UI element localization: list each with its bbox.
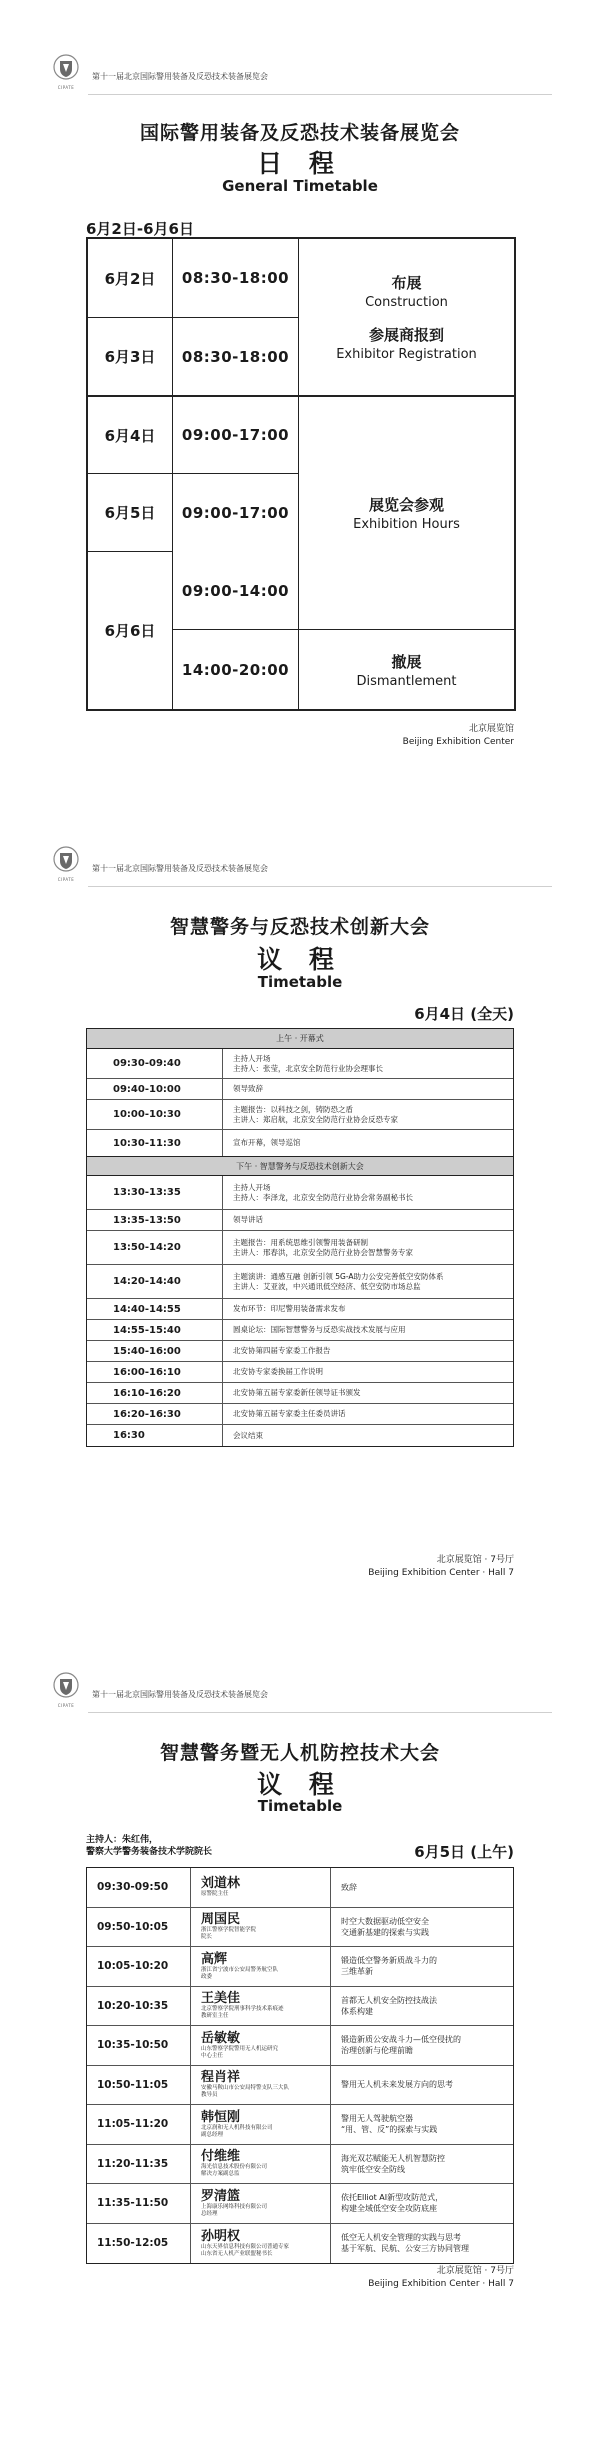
table-row <box>87 2184 513 2224</box>
speaker-cell <box>191 1947 331 1986</box>
activity-cn: 撤展 <box>391 652 422 671</box>
time-cell <box>173 318 298 395</box>
topic-line: 构建全域低空安全攻防底座 <box>341 2204 437 2214</box>
header-divider <box>88 94 552 95</box>
section3-title-cn: 智慧警务暨无人机防控技术大会 <box>159 1742 440 1764</box>
time-label: 08:30-18:00 <box>181 269 290 287</box>
section2-title-big: 议 程 <box>257 945 343 974</box>
section1-title-cn: 国际警用装备及反恐技术装备展览会 <box>139 122 460 144</box>
section3-title-en: Timetable <box>257 1797 343 1815</box>
time-label: 08:30-18:00 <box>181 347 290 366</box>
speaker-affiliation: 浙江省宁波市公安局警务航空队 <box>201 1966 279 1973</box>
cipate-logo <box>48 1672 84 1712</box>
session-time: 11:05-11:20 <box>87 2105 191 2144</box>
description-line: 主讲人：艾亚波，中兴通讯低空经济、低空安防市场总监 <box>233 1281 421 1291</box>
speaker-name: 孙明权 <box>201 2228 241 2244</box>
speaker-affiliation: 安徽马鞍山市公安局特警支队三大队 <box>201 2085 290 2092</box>
topic-line: 锻造低空警务新质战斗力的 <box>341 1956 437 1966</box>
activity-en: Dismantlement <box>356 673 457 689</box>
table-row <box>87 1425 513 1446</box>
morning-rows <box>87 1049 513 1156</box>
description-line: 北安协第五届专家委主任委员讲话 <box>233 1409 346 1418</box>
section1-title-big: 日 程 <box>257 149 343 178</box>
date-label: 6月4日 <box>104 426 156 445</box>
talk-topic <box>331 1947 513 1986</box>
table-row <box>87 1320 513 1341</box>
activity-en: Exhibitor Registration <box>336 347 477 362</box>
session-time: 10:20-10:35 <box>87 1987 191 2026</box>
session-time: 13:50-14:20 <box>87 1231 223 1264</box>
section3-day: 6月5日 (上午) <box>414 1843 514 1861</box>
morning-band: 上午 · 开幕式 <box>87 1029 513 1049</box>
activity-en: Exhibition Hours <box>353 517 460 532</box>
activity-cn: 布展 <box>391 274 422 292</box>
topic-line: 锻造新质公安战斗力—低空侵扰的 <box>341 2035 461 2045</box>
session-description <box>223 1231 513 1264</box>
time-cell <box>173 630 298 709</box>
table-row <box>87 2066 513 2106</box>
table-row <box>87 1947 513 1987</box>
speaker-affiliation: 院长 <box>201 1934 213 1941</box>
talk-topic <box>331 2066 513 2105</box>
table-row <box>87 2145 513 2185</box>
logo-text: CIPATE <box>57 877 75 882</box>
speaker-affiliation: 中心主任 <box>201 2052 224 2059</box>
cipate-logo <box>48 846 84 886</box>
general-timetable-grid <box>86 237 516 711</box>
table-row <box>87 1908 513 1948</box>
date-cell <box>88 552 172 709</box>
section1-title-en: General Timetable <box>222 177 378 195</box>
topic-line: “用、管、反”的探索与实践 <box>341 2125 438 2135</box>
session-time: 16:20-16:30 <box>87 1404 223 1424</box>
header-bar-1 <box>48 54 268 94</box>
activity-en: Construction <box>365 295 448 310</box>
description-line: 会议结束 <box>233 1430 263 1440</box>
speaker-name: 罗清篮 <box>201 2188 241 2204</box>
description-line: 北安协第五届专家委新任领导证书颁发 <box>233 1388 361 1397</box>
speaker-cell <box>191 2145 331 2184</box>
header-divider <box>88 886 552 887</box>
session-time: 09:50-10:05 <box>87 1908 191 1947</box>
session-time: 10:00-10:30 <box>87 1100 223 1129</box>
time-label: 09:00-17:00 <box>181 503 290 522</box>
session-description <box>223 1320 513 1340</box>
speaker-affiliation: 浙江警察学院智能学院 <box>201 1927 257 1934</box>
session-description <box>223 1299 513 1319</box>
speaker-name: 岳敏敏 <box>201 2030 241 2046</box>
topic-line: 三维革新 <box>341 1967 373 1977</box>
topic-line: 时空大数据驱动低空安全 <box>341 1916 429 1926</box>
speaker-affiliation: 海光信息技术股份有限公司 <box>201 2164 268 2171</box>
session-time: 16:30 <box>87 1425 223 1446</box>
date-cell <box>88 318 172 395</box>
session-description <box>223 1210 513 1230</box>
expo-name-header: 第十一届北京国际警用装备及反恐技术装备展览会 <box>92 71 268 81</box>
header-bar-2 <box>48 846 268 886</box>
topic-line: 体系构建 <box>341 2006 373 2016</box>
description-line: 圆桌论坛：国际智慧警务与反恐实战技术发展与应用 <box>233 1325 406 1334</box>
session-time: 09:40-10:00 <box>87 1079 223 1099</box>
table-row <box>87 1341 513 1362</box>
speaker-affiliation: 教研室主任 <box>201 2013 229 2020</box>
speaker-cell <box>191 1908 331 1947</box>
time-label: 09:00-14:00 <box>181 581 290 600</box>
session-description <box>223 1404 513 1424</box>
topic-line: 警用无人机未来发展方向的思考 <box>341 2080 453 2090</box>
venue-2 <box>368 1554 514 1580</box>
venue-3 <box>368 2265 514 2291</box>
speaker-affiliation: 山东天界信息科技有限公司普通专家 <box>201 2243 290 2250</box>
description-line: 主持人开场 <box>233 1182 271 1192</box>
expo-name-header: 第十一届北京国际警用装备及反恐技术装备展览会 <box>92 863 268 873</box>
speaker-affiliation: 原警院主任 <box>201 1891 229 1898</box>
topic-line: 低空无人机安全管理的实践与思考 <box>341 2233 461 2243</box>
session-description <box>223 1176 513 1209</box>
topic-line: 依托Elliot AI新型攻防范式， <box>341 2193 444 2203</box>
description-line: 主持人开场 <box>233 1053 271 1063</box>
agenda-table-2 <box>86 1867 514 2264</box>
activity-cell <box>299 239 514 395</box>
session-time: 16:00-16:10 <box>87 1362 223 1382</box>
session-description <box>223 1265 513 1298</box>
speaker-affiliation: 副总经理 <box>201 2131 224 2138</box>
afternoon-band: 下午 · 智慧警务与反恐技术创新大会 <box>87 1156 513 1176</box>
speaker-affiliation: 山东警察学院警用无人机运研究 <box>201 2045 279 2052</box>
speaker-cell <box>191 2066 331 2105</box>
topic-line: 致辞 <box>341 1882 357 1892</box>
table-row <box>87 1265 513 1299</box>
table-row <box>87 1383 513 1404</box>
talk-topic <box>331 2105 513 2144</box>
description-line: 主持人：李泽龙，北京安全防范行业协会常务副秘书长 <box>233 1192 413 1202</box>
description-line: 领导讲话 <box>233 1215 263 1224</box>
session-time: 10:50-11:05 <box>87 2066 191 2105</box>
venue-en: Beijing Exhibition Center · Hall 7 <box>368 2279 514 2289</box>
description-line: 宣布开幕，领导巡馆 <box>233 1138 301 1147</box>
session-description <box>223 1341 513 1361</box>
speaker-affiliation: 北京警察学院刑事科学技术系痕迹 <box>201 2006 284 2013</box>
header-divider <box>88 1712 552 1713</box>
topic-line: 交通新基建的探索与实践 <box>341 1927 429 1937</box>
speaker-cell <box>191 1868 331 1907</box>
venue-cn: 北京展览馆 · 7号厅 <box>436 2266 514 2276</box>
description-line: 领导致辞 <box>233 1084 263 1093</box>
session-time: 13:35-13:50 <box>87 1210 223 1230</box>
time-label: 14:00-20:00 <box>181 660 290 679</box>
table-row <box>87 1100 513 1130</box>
session-time: 13:30-13:35 <box>87 1176 223 1209</box>
session-time: 14:40-14:55 <box>87 1299 223 1319</box>
table-row <box>87 1987 513 2027</box>
venue-en: Beijing Exhibition Center <box>402 737 514 747</box>
description-line: 主题报告：用系统思维引领警用装备研制 <box>233 1237 368 1247</box>
speaker-name: 韩恒刚 <box>201 2109 241 2125</box>
section2-title-en: Timetable <box>257 973 343 991</box>
session-time: 09:30-09:50 <box>87 1868 191 1907</box>
description-line: 主持人：张莹，北京安全防范行业协会理事长 <box>233 1063 383 1073</box>
date-cell <box>88 474 172 551</box>
talk-topic <box>331 1908 513 1947</box>
talk-topic <box>331 1868 513 1907</box>
session-time: 15:40-16:00 <box>87 1341 223 1361</box>
speaker-affiliation: 上海康乐网络科技有限公司 <box>201 2203 268 2210</box>
topic-line: 警用无人驾驶航空器 <box>341 2114 413 2124</box>
date-range: 6月2日-6月6日 <box>86 220 194 238</box>
description-line: 主题报告：以科技之剑，铸防恐之盾 <box>233 1104 353 1114</box>
host-info <box>86 1834 212 1858</box>
session-description <box>223 1425 513 1446</box>
table-row <box>87 2026 513 2066</box>
description-line: 发布环节：印尼警用装备需求发布 <box>233 1304 346 1313</box>
talk-topic <box>331 2145 513 2184</box>
speaker-name: 王美佳 <box>201 1991 241 2007</box>
activity-cn: 参展商报到 <box>368 326 444 344</box>
topic-line: 海光双芯赋能无人机智慧防控 <box>341 2153 445 2163</box>
expo-name-header: 第十一届北京国际警用装备及反恐技术装备展览会 <box>92 1689 268 1699</box>
description-line: 主题演讲：通感互融 创新引领 5G-A助力公安完善低空安防体系 <box>233 1271 444 1281</box>
logo-text: CIPATE <box>57 1703 75 1708</box>
speaker-affiliation: 政委 <box>201 1973 213 1980</box>
table-row <box>87 1231 513 1265</box>
talk-topic <box>331 2184 513 2223</box>
speaker-affiliation: 教导员 <box>201 2092 218 2099</box>
speaker-cell <box>191 2184 331 2223</box>
talk-topic <box>331 2224 513 2264</box>
table-row <box>87 1079 513 1100</box>
topic-line: 筑牢低空安全防线 <box>341 2164 405 2174</box>
session-description <box>223 1079 513 1099</box>
table-row <box>87 1404 513 1425</box>
session-time: 10:35-10:50 <box>87 2026 191 2065</box>
description-line: 北安协专家委换届工作说明 <box>233 1367 323 1376</box>
topic-line: 治理创新与伦理前瞻 <box>341 2046 413 2056</box>
session-description <box>223 1383 513 1403</box>
session-time: 11:50-12:05 <box>87 2224 191 2264</box>
table-row <box>87 1299 513 1320</box>
time-label: 09:00-17:00 <box>181 426 290 444</box>
speaker-affiliation: 总经理 <box>201 2210 218 2217</box>
speaker-name: 程肖祥 <box>201 2070 241 2086</box>
table-row <box>87 1049 513 1079</box>
speaker-cell <box>191 2105 331 2144</box>
date-label: 6月3日 <box>104 348 156 366</box>
table-row <box>87 1362 513 1383</box>
speaker-name: 刘道林 <box>201 1876 241 1892</box>
venue-cn: 北京展览馆 · 7号厅 <box>436 1555 514 1565</box>
session-description <box>223 1130 513 1156</box>
speaker-cell <box>191 2224 331 2264</box>
session-time: 11:35-11:50 <box>87 2184 191 2223</box>
host-line: 警察大学警务装备技术学院院长 <box>86 1847 213 1857</box>
table-row <box>87 1176 513 1210</box>
time-cell <box>173 474 298 551</box>
session-time: 10:05-10:20 <box>87 1947 191 1986</box>
speaker-affiliation: 解决方案副总监 <box>201 2171 240 2178</box>
section2-day: 6月4日 (全天) <box>414 1005 514 1023</box>
description-line: 主讲人：郑启航，北京安全防范行业协会反恐专家 <box>233 1114 398 1124</box>
speaker-cell <box>191 1987 331 2026</box>
date-cell <box>88 397 172 473</box>
description-line: 主讲人：邢春洪，北京安全防范行业协会智慧警务专家 <box>233 1247 413 1257</box>
session-time: 14:20-14:40 <box>87 1265 223 1298</box>
talk-topic <box>331 1987 513 2026</box>
speaker-name: 付维维 <box>201 2149 241 2165</box>
speaker-affiliation: 北京润和无人机科技有限公司 <box>201 2124 273 2131</box>
venue-en: Beijing Exhibition Center · Hall 7 <box>368 1568 514 1578</box>
speaker-name: 高辉 <box>201 1951 228 1967</box>
host-line: 主持人：朱红伟， <box>86 1835 159 1845</box>
venue-cn: 北京展览馆 <box>468 724 514 734</box>
time-cell <box>173 552 298 629</box>
date-label: 6月6日 <box>104 622 156 640</box>
time-cell <box>173 239 298 317</box>
speaker-cell <box>191 2026 331 2065</box>
session-time: 09:30-09:40 <box>87 1049 223 1078</box>
activity-cn: 展览会参观 <box>368 496 444 514</box>
speaker-affiliation: 山东省无人机产业联盟秘书长 <box>201 2250 273 2257</box>
table-row <box>87 1868 513 1908</box>
description-line: 北安协第四届专家委工作报告 <box>233 1346 331 1355</box>
table-row <box>87 1130 513 1156</box>
session-description <box>223 1049 513 1078</box>
topic-line: 首都无人机安全防控技战法 <box>341 1995 437 2005</box>
session-time: 14:55-15:40 <box>87 1320 223 1340</box>
session-description <box>223 1362 513 1382</box>
logo-text: CIPATE <box>57 85 75 90</box>
table-row <box>87 1210 513 1231</box>
date-label: 6月5日 <box>104 504 156 522</box>
time-cell <box>173 397 298 473</box>
talk-topic <box>331 2026 513 2065</box>
afternoon-rows <box>87 1176 513 1446</box>
section2-title-cn: 智慧警务与反恐技术创新大会 <box>169 916 430 938</box>
venue-1 <box>403 723 514 749</box>
speaker-name: 周国民 <box>201 1912 241 1928</box>
table-row <box>87 2224 513 2264</box>
section3-title-big: 议 程 <box>257 1770 343 1799</box>
session-time: 10:30-11:30 <box>87 1130 223 1156</box>
activity-cell <box>299 630 514 709</box>
session-time: 11:20-11:35 <box>87 2145 191 2184</box>
session-time: 16:10-16:20 <box>87 1383 223 1403</box>
session-description <box>223 1100 513 1129</box>
topic-line: 基于军航、民航、公安三方协同管理 <box>341 2244 469 2254</box>
activity-cell <box>299 397 514 629</box>
date-cell <box>88 239 172 317</box>
date-label: 6月2日 <box>104 269 156 288</box>
table-row <box>87 2105 513 2145</box>
cipate-logo <box>48 54 84 94</box>
header-bar-3 <box>48 1672 268 1712</box>
agenda-table-1 <box>86 1028 514 1447</box>
